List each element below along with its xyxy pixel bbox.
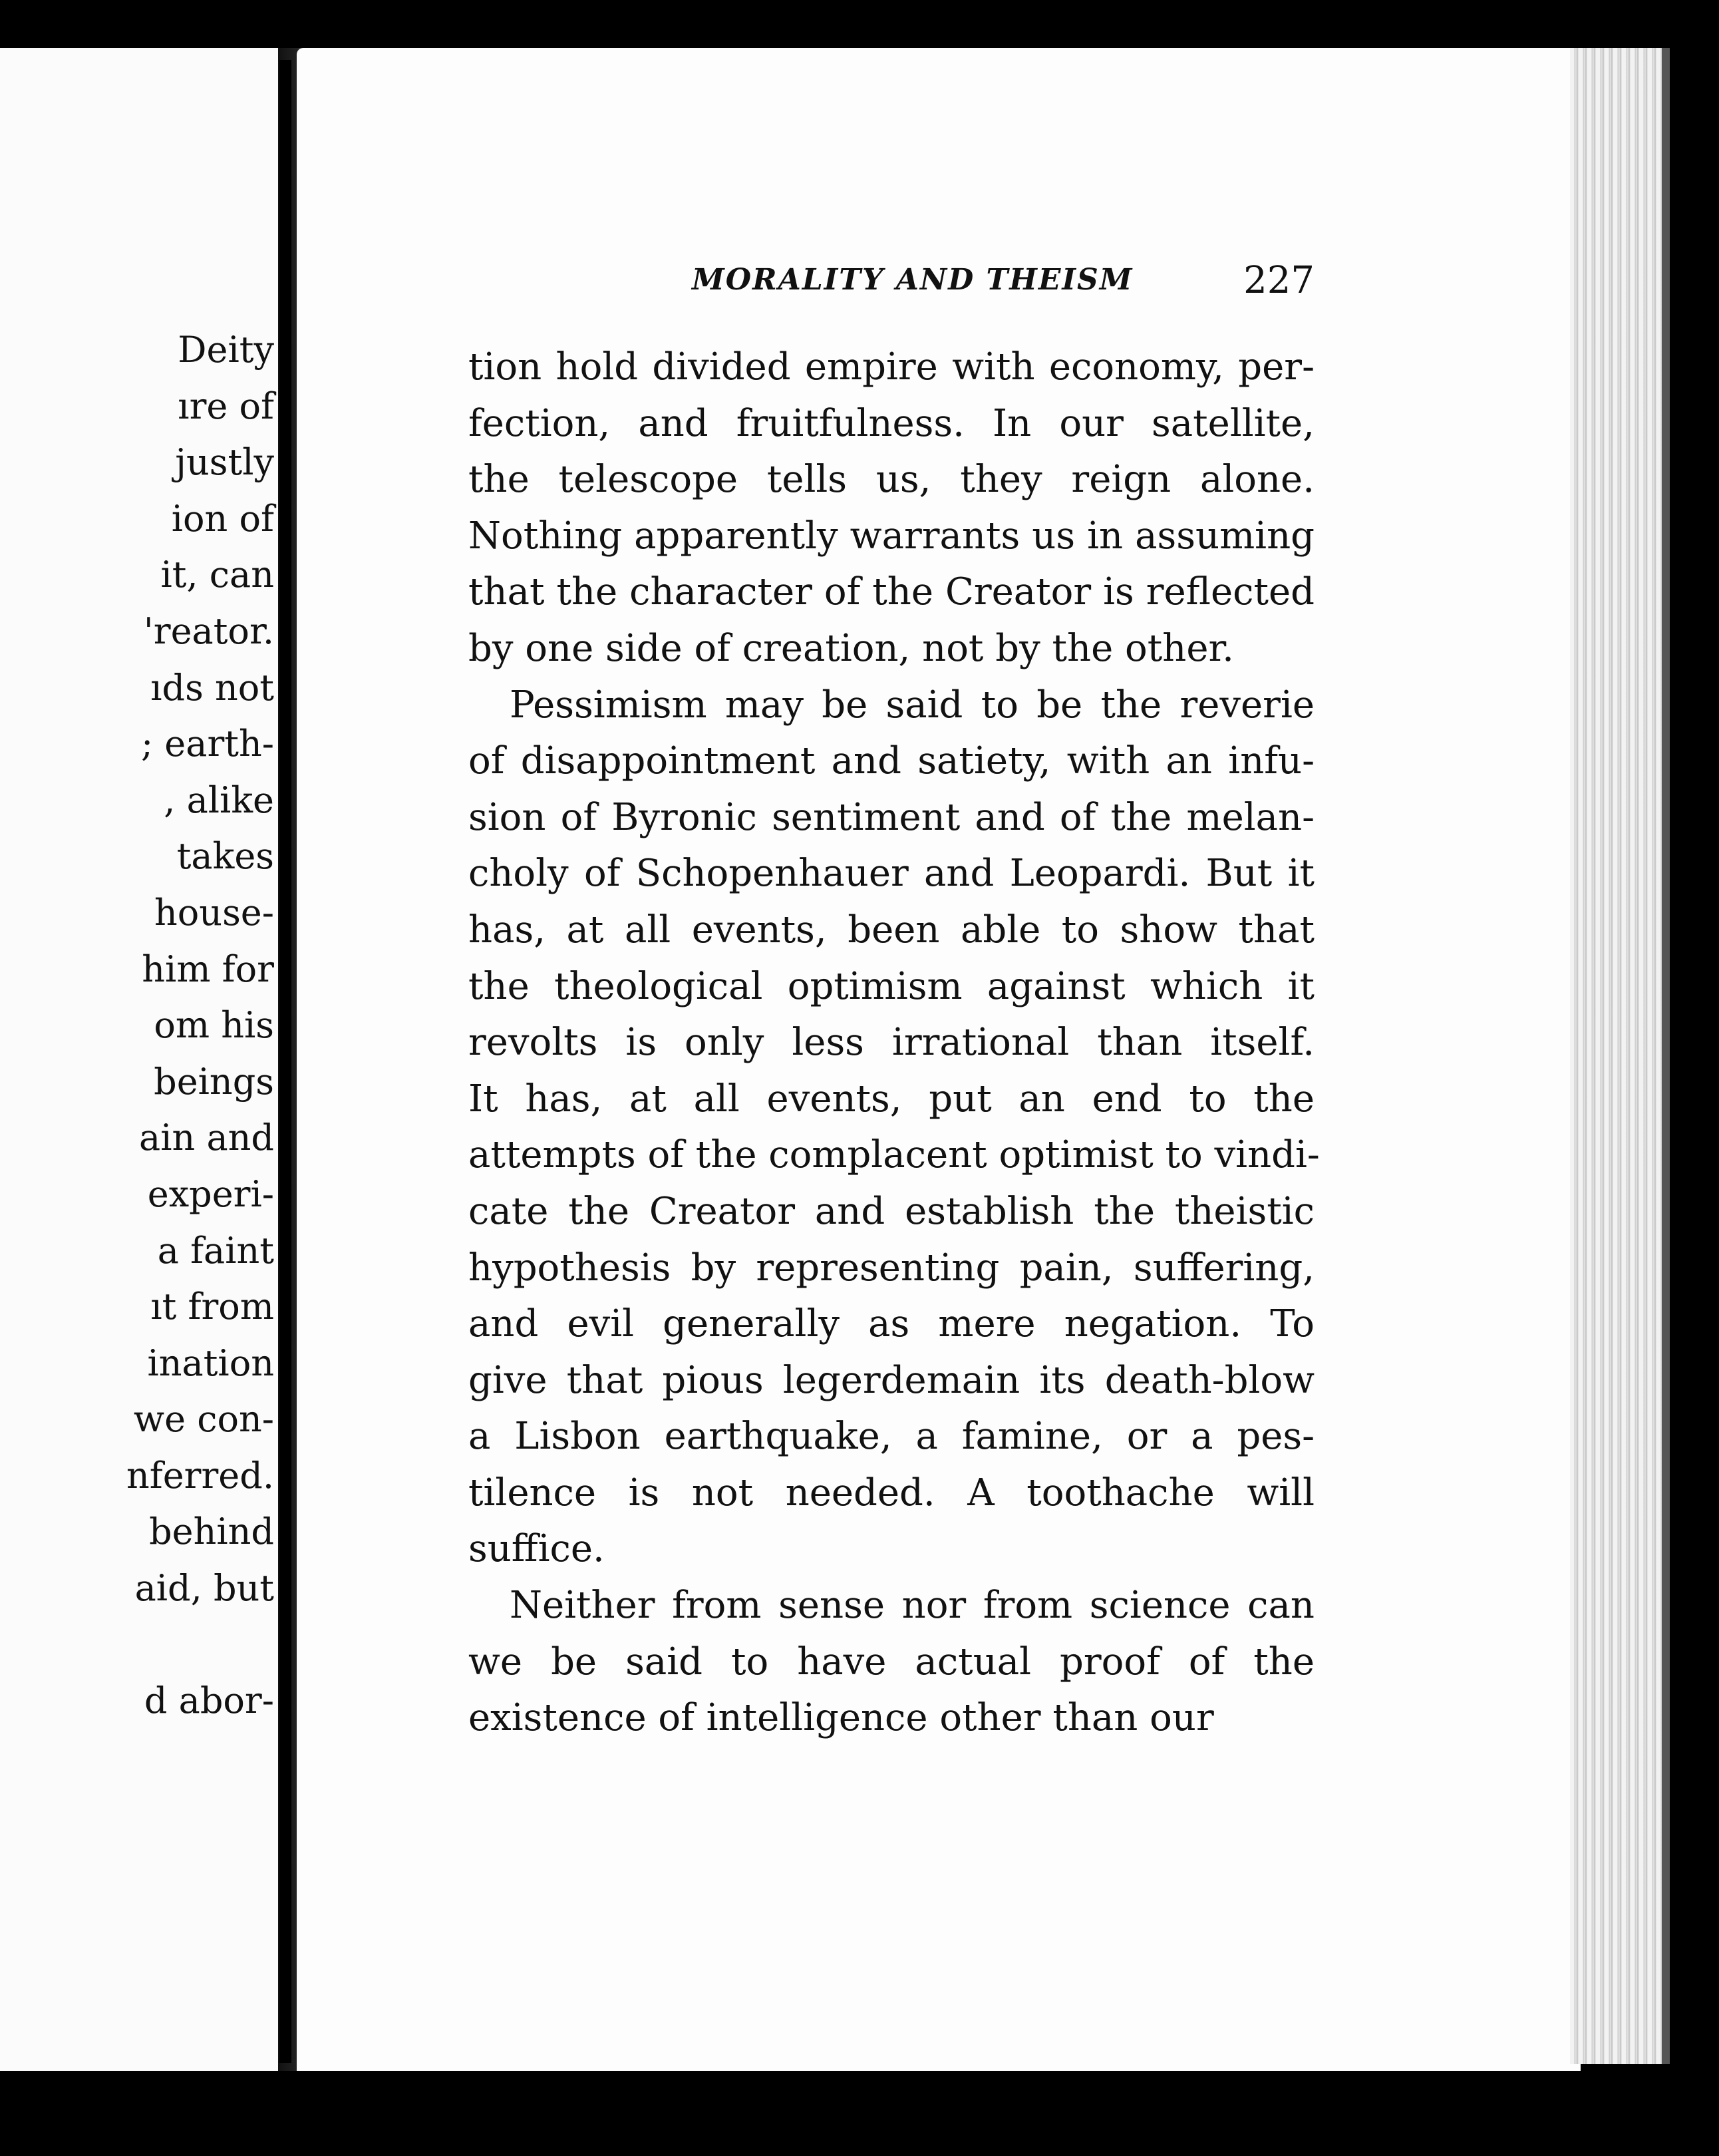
- left-page-line: ion of: [171, 497, 274, 540]
- left-page-line: , alike: [164, 779, 274, 821]
- text-line: of disappointment and satiety, with an infu-: [468, 739, 1315, 783]
- paragraph: [468, 339, 1315, 677]
- left-page-line: ıds not: [150, 666, 274, 709]
- left-page-line: Deity: [178, 329, 274, 371]
- text-line: Nothing apparently warrants us in assuming: [468, 514, 1315, 558]
- text-line: hypothesis by representing pain, suffering,: [468, 1246, 1315, 1290]
- left-page-line: it, can: [160, 554, 274, 596]
- text-line: Neither from sense nor from science can: [510, 1584, 1315, 1628]
- text-line: tilence is not needed. A toothache will: [468, 1471, 1315, 1515]
- text-line: the theological optimism against which it: [468, 964, 1315, 1008]
- left-page: [0, 48, 278, 2071]
- text-line: by one side of creation, not by the other.: [468, 626, 1234, 670]
- left-page-line: takes: [176, 835, 274, 878]
- text-line: suffice.: [468, 1527, 605, 1571]
- text-line: existence of intelligence other than our: [468, 1696, 1214, 1740]
- text-line: Pessimism may be said to be the reverie: [510, 683, 1315, 727]
- left-page-line: him for: [142, 948, 274, 990]
- left-page-line: om his: [154, 1004, 274, 1047]
- left-page-line: [0, 1617, 274, 1674]
- text-line: a Lisbon earthquake, a famine, or a pes-: [468, 1415, 1315, 1459]
- running-title: MORALITY AND THEISM: [692, 263, 1134, 297]
- text-line: tion hold divided empire with economy, per-: [468, 345, 1315, 389]
- left-page-line: ıt from: [150, 1286, 274, 1328]
- body-text: [468, 339, 1320, 1747]
- left-page-line: d abor-: [144, 1680, 274, 1722]
- left-page-line: ain and: [139, 1117, 274, 1159]
- left-page-line: 'reator.: [143, 610, 274, 652]
- left-page-line: aid, but: [134, 1567, 274, 1610]
- gutter-edge: [279, 60, 291, 2063]
- text-line: It has, at all events, put an end to the: [468, 1077, 1315, 1121]
- page-number: 227: [1243, 259, 1315, 302]
- running-head: [692, 259, 1315, 309]
- left-page-line: experi-: [147, 1172, 274, 1215]
- text-line: fection, and fruitfulness. In our satellite,: [468, 401, 1315, 445]
- text-line: choly of Schopenhauer and Leopardi. But it: [468, 852, 1315, 896]
- text-line: attempts of the complacent optimist to vindi-: [468, 1133, 1320, 1177]
- left-page-line: ıre of: [178, 385, 274, 427]
- text-line: cate the Creator and establish the theistic: [468, 1189, 1315, 1233]
- page-edges: [1570, 48, 1662, 2064]
- paragraph: [468, 677, 1320, 1578]
- left-page-line: justly: [175, 441, 274, 484]
- text-line: give that pious legerdemain its death-blow: [468, 1358, 1315, 1402]
- left-page-line: ; earth-: [140, 723, 274, 765]
- text-line: has, at all events, been able to show that: [468, 908, 1315, 952]
- text-line: sion of Byronic sentiment and of the melan-: [468, 795, 1315, 839]
- page-edge-shadow: [1662, 48, 1670, 2064]
- left-page-line: ination: [147, 1342, 274, 1384]
- text-line: that the character of the Creator is reflected: [468, 570, 1315, 614]
- left-page-line: a faint: [157, 1229, 274, 1272]
- left-page-line: nferred.: [126, 1454, 274, 1497]
- left-page-line: beings: [154, 1060, 274, 1103]
- left-page-text: [0, 322, 274, 1729]
- left-page-line: we con-: [133, 1398, 274, 1441]
- text-line: we be said to have actual proof of the: [468, 1640, 1315, 1684]
- text-line: and evil generally as mere negation. To: [468, 1302, 1315, 1346]
- paragraph: [468, 1578, 1315, 1747]
- text-line: the telescope tells us, they reign alone.: [468, 458, 1315, 502]
- text-line: revolts is only less irrational than itself.: [468, 1021, 1315, 1065]
- left-page-line: house-: [154, 891, 274, 934]
- left-page-line: behind: [149, 1511, 274, 1553]
